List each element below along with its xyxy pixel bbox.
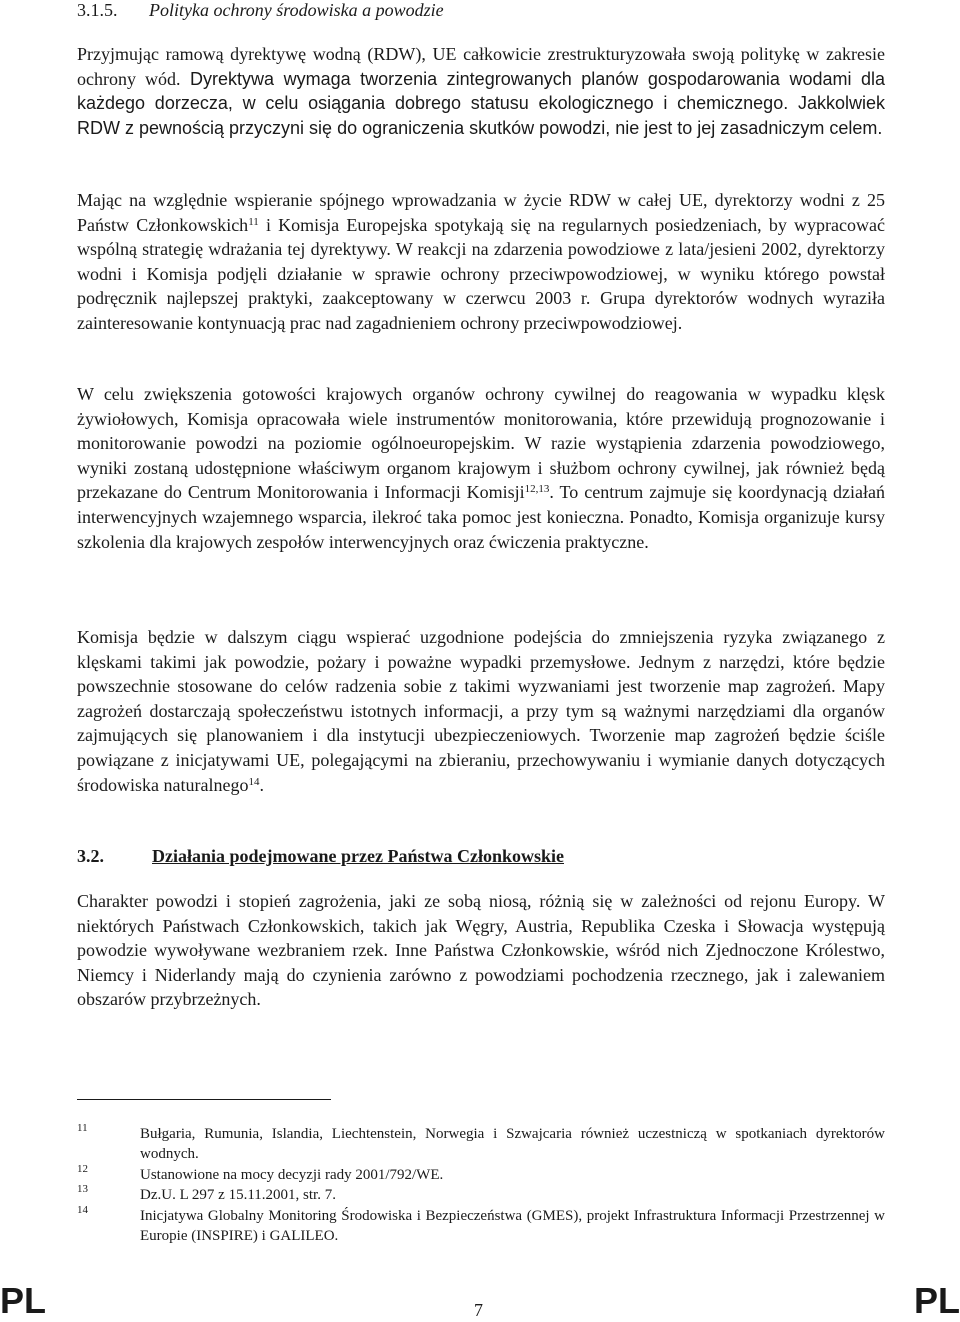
footnote-separator [77,1099,331,1100]
language-code-left: PL [0,1280,47,1321]
paragraph-civil-protection-part2: . To centrum zajmuje się koordynacją działań interwencyjnych wzajemnego wsparcia, ilekroć taka pomoc jest konieczna. Ponadto, Komisja organizuje kursy szkolenia dla krajowych zespołów interwencyjnych oraz ćwiczenia praktyczne. [77,482,885,552]
footnote-text: Bułgaria, Rumunia, Islandia, Liechtenstein, Norwegia i Szwajcaria również uczestniczą w spotkaniach dyrektorów wodnych. [140,1126,885,1162]
paragraph-hazard-maps-part1: Komisja będzie w dalszym ciągu wspierać uzgodnione podejścia do zmniejszenia ryzyka związanego z klęskami takimi jak powodzie, pożary i poważne wypadki przemysłowe. Jednym z narzędzi, które będzie powszechnie stosowane do celów radzenia sobie z takimi wyzwaniami jest tworzenie map zagrożeń. Mapy zagrożeń dostarczają społeczeństwu istotnych informacji, a przy tym są ważnymi narzędziami dla organów zajmujących się planowaniem i dla instytucji ubezpieczeniowych. Tworzenie map zagrożeń będzie ściśle powiązane z inicjatywami UE, polegającymi na zbieraniu, przechowywaniu i wymianie danych dotyczących środowiska naturalnego [77,627,885,795]
section-heading [77,846,564,867]
footnote-number: 14 [77,1204,88,1216]
subsection-title: Polityka ochrony środowiska a powodzie [149,0,444,20]
footnote-ref-14[interactable]: 14 [248,775,260,788]
paragraph-civil-protection [77,382,885,554]
section-title: Działania podejmowane przez Państwa Członkowskie [152,846,564,866]
page-number: 7 [474,1300,483,1320]
paragraph-civil-protection-part1: W celu zwiększenia gotowości krajowych organów ochrony cywilnej do reagowania w wypadku klęsk żywiołowych, Komisja opracowała wiele instrumentów monitorowania, które przewidują prognozowanie i monitorowanie powodzi na poziomie ogólnoeuropejskim. W razie wystąpienia zdarzenia powodziowego, wyniki zostaną udostępnione właściwym organom krajowym i służbom ochrony cywilnej, jak również będą przekazane do Centrum Monitorowania i Informacji Komisji [77,384,885,503]
paragraph-rdw-part2: Dyrektywa wymaga tworzenia zintegrowanych planów gospodarowania wodami dla każdego dorzecza, w celu osiągania dobrego statusu ekologicznego i chemicznego. Jakkolwiek RDW z pewnością przyczyni się do ograniczenia skutków powodzi, nie jest to jej zasadniczym celem. [77,68,886,138]
footnote-number: 11 [77,1122,88,1134]
subsection-heading [77,0,444,21]
paragraph-hazard-maps [77,625,885,797]
footnote-ref-11[interactable]: 11 [248,215,259,228]
paragraph-water-directors-part1: Mając na względnie wspieranie spójnego wprowadzania w życie RDW w całej UE, dyrektorzy wodni z 25 Państw Członkowskich [77,190,885,235]
language-code-right: PL [913,1280,960,1321]
footnote-text: Ustanowione na mocy decyzji rady 2001/792/WE. [140,1167,444,1183]
footnote-number: 13 [77,1183,88,1195]
subsection-number: 3.1.5. [77,0,118,20]
paragraph-water-directors-part2: i Komisja Europejska spotykają się na regularnych posiedzeniach, by wypracować wspólną strategię wdrażania tej dyrektywy. W reakcji na zdarzenia powodziowe z lata/jesieni 2002, dyrektorzy wodni i Komisja podjęli działanie w sprawie ochrony przeciwpowodziowej, w wyniku którego powstał podręcznik najlepszej praktyki, zaakceptowany w czerwcu 2003 r. Grupa dyrektorów wodnych wyraziła zainteresowanie kontynuacją prac nad zagadnieniem ochrony przeciwpowodziowej. [77,214,885,333]
paragraph-flood-character: Charakter powodzi i stopień zagrożenia, jaki ze sobą niosą, różnią się w zależności od rejonu Europy. W niektórych Państwach Członkowskich, takich jak Węgry, Austria, Republika Czeska i Słowacja występują powodzie wywoływane wezbraniem rzek. Inne Państwa Członkowskie, wśród nich Zjednoczone Królestwo, Niemcy i Niderlandy mają do czynienia zarówno z powodziami pochodzenia rzecznego, jak i zalewaniem obszarów przybrzeżnych. [77,891,885,1010]
paragraph-hazard-maps-part2: . [259,774,264,795]
paragraph-water-directors [77,188,885,336]
footnote-number: 12 [77,1163,88,1175]
section-number: 3.2. [77,846,104,866]
footnote-ref-12-13[interactable]: 12,13 [524,483,550,496]
footnote-text: Dz.U. L 297 z 15.11.2001, str. 7. [140,1187,336,1203]
paragraph-rdw-part1: Przyjmując ramową dyrektywę wodną (RDW), UE całkowicie zrestrukturyzowała swoją politykę w zakresie ochrony wód. [77,44,885,89]
paragraph-rdw [77,42,885,140]
footnote-text: Inicjatywa Globalny Monitoring Środowiska i Bezpieczeństwa (GMES), projekt Infrastruktura Informacji Przestrzennej w Europie (INSPIRE) i GALILEO. [140,1208,885,1244]
